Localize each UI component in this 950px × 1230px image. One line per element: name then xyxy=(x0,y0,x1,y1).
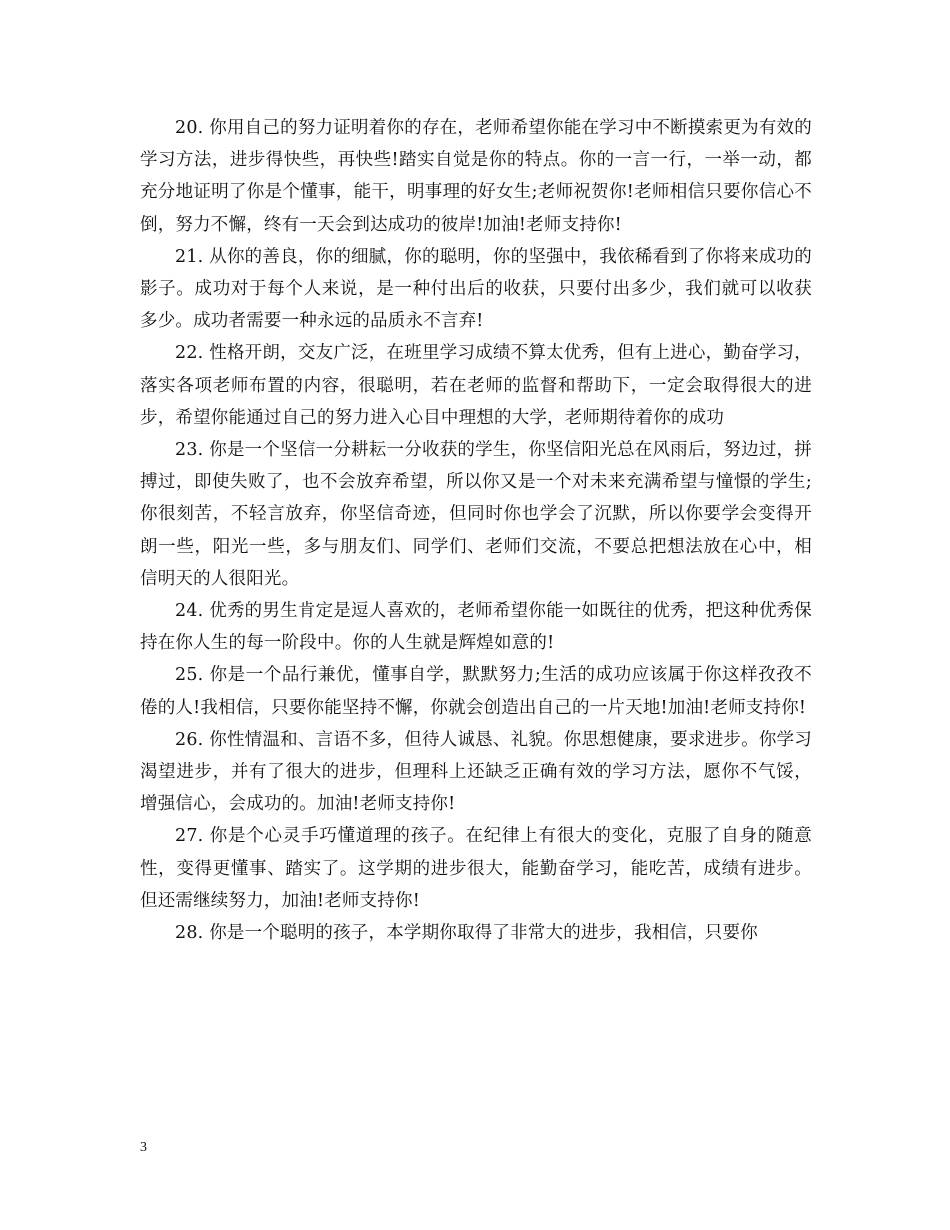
paragraph-21: 21. 从你的善良，你的细腻，你的聪明，你的坚强中，我依稀看到了你将来成功的影子。成功对于每个人来说，是一种付出后的收获，只要付出多少，我们就可以收获多少。成功者需要一种永远的品质永不言弃! xyxy=(140,246,812,332)
paragraph-22: 22. 性格开朗，交友广泛，在班里学习成绩不算太优秀，但有上进心，勤奋学习，落实各项老师布置的内容，很聪明，若在老师的监督和帮助下，一定会取得很大的进步，希望你能通过自己的努力进入心目中理想的大学，老师期待着你的成功 xyxy=(140,343,812,428)
paragraph-20: 20. 你用自己的努力证明着你的存在，老师希望你能在学习中不断摸索更为有效的学习方法，进步得快些，再快些!踏实自觉是你的特点。你的一言一行，一举一动，都充分地证明了你是个懂事，能干，明事理的好女生;老师祝贺你!老师相信只要你信心不倒，努力不懈，终有一天会到达成功的彼岸!加油!老师支持你! xyxy=(140,118,812,235)
paragraph-27: 27. 你是个心灵手巧懂道理的孩子。在纪律上有很大的变化，克服了自身的随意性，变得更懂事、踏实了。这学期的进步很大，能勤奋学习，能吃苦，成绩有进步。但还需继续努力，加油!老师支持你! xyxy=(140,826,812,911)
paragraph-28: 28. 你是一个聪明的孩子，本学期你取得了非常大的进步，我相信，只要你 xyxy=(175,923,758,944)
page-body xyxy=(140,112,812,949)
paragraph-25: 25. 你是一个品行兼优，懂事自学，默默努力;生活的成功应该属于你这样孜孜不倦的人!我相信，只要你能坚持不懈，你就会创造出自己的一片天地!加油!老师支持你! xyxy=(140,665,812,718)
page-number: 3 xyxy=(140,1140,147,1155)
paragraph-26: 26. 你性情温和、言语不多，但待人诚恳、礼貌。你思想健康，要求进步。你学习渴望进步，并有了很大的进步，但理科上还缺乏正确有效的学习方法，愿你不气馁，增强信心，会成功的。加油!老师支持你! xyxy=(140,729,812,815)
paragraph-23: 23. 你是一个坚信一分耕耘一分收获的学生，你坚信阳光总在风雨后，努边过，拼搏过，即使失败了，也不会放弃希望，所以你又是一个对未来充满希望与憧憬的学生;你很刻苦，不轻言放弃，你坚信奇迹，但同时你也学会了沉默，所以你要学会变得开朗一些，阳光一些，多与朋友们、同学们、老师们交流，不要总把想法放在心中，相信明天的人很阳光。 xyxy=(140,440,812,589)
paragraph-24: 24. 优秀的男生肯定是逗人喜欢的，老师希望你能一如既往的优秀，把这种优秀保持在你人生的每一阶段中。你的人生就是辉煌如意的! xyxy=(140,601,812,654)
